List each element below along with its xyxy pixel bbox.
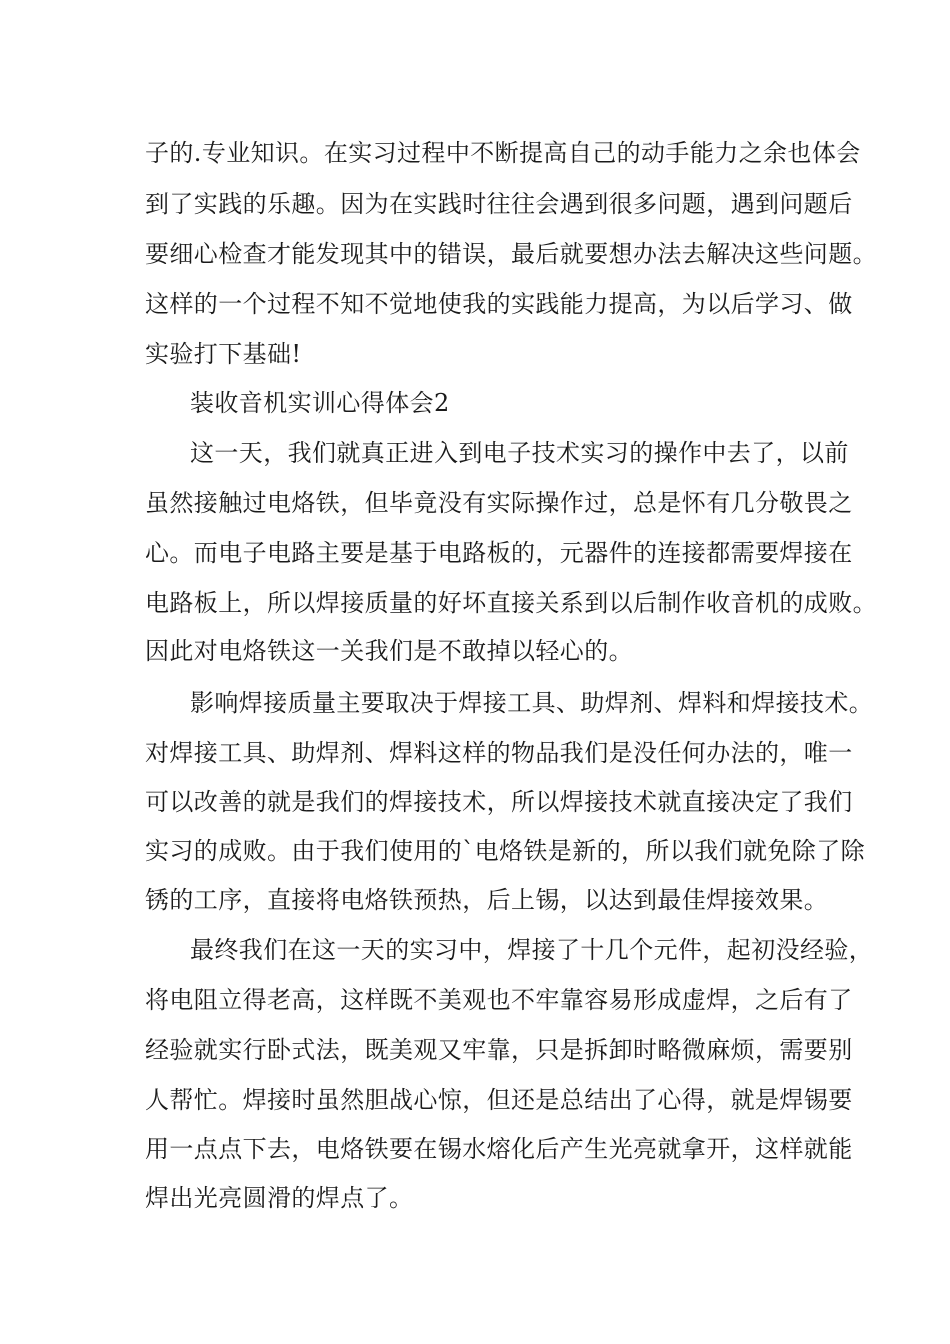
paragraph-1-line-5: 实验打下基础!	[145, 340, 302, 368]
paragraph-3-line-5: 锈的工序，直接将电烙铁预热，后上锡，以达到最佳焊接效果。	[145, 886, 829, 914]
paragraph-4-line-4: 人帮忙。焊接时虽然胆战心惊，但还是总结出了心得，就是焊锡要	[145, 1086, 853, 1114]
section-heading: 装收音机实训心得体会2	[190, 389, 450, 417]
paragraph-4-line-3: 经验就实行卧式法，既美观又牢靠，只是拆卸时略微麻烦，需要别	[145, 1036, 853, 1064]
paragraph-4-line-5: 用一点点下去，电烙铁要在锡水熔化后产生光亮就拿开，这样就能	[145, 1135, 853, 1163]
paragraph-2-line-3: 心。而电子电路主要是基于电路板的，元器件的连接都需要焊接在	[145, 539, 853, 567]
paragraph-2-line-5: 因此对电烙铁这一关我们是不敢掉以轻心的。	[145, 637, 633, 665]
paragraph-4-line-6: 焊出光亮圆滑的焊点了。	[145, 1184, 414, 1212]
paragraph-3-line-2: 对焊接工具、助焊剂、焊料这样的物品我们是没任何办法的，唯一	[145, 739, 853, 767]
paragraph-4-line-2: 将电阻立得老高，这样既不美观也不牢靠容易形成虚焊，之后有了	[145, 986, 853, 1014]
paragraph-3-line-3: 可以改善的就是我们的焊接技术，所以焊接技术就直接决定了我们	[145, 788, 853, 816]
paragraph-4-line-1: 最终我们在这一天的实习中，焊接了十几个元件，起初没经验，	[190, 936, 874, 964]
paragraph-3-line-1: 影响焊接质量主要取决于焊接工具、助焊剂、焊料和焊接技术。	[190, 689, 874, 717]
paragraph-2-line-1: 这一天，我们就真正进入到电子技术实习的操作中去了，以前	[190, 439, 849, 467]
paragraph-2-line-2: 虽然接触过电烙铁，但毕竟没有实际操作过，总是怀有几分敬畏之	[145, 489, 853, 517]
paragraph-1-line-3: 要细心检查才能发现其中的错误，最后就要想办法去解决这些问题。	[145, 240, 877, 268]
paragraph-1-line-1: 子的.专业知识。在实习过程中不断提高自己的动手能力之余也体会	[145, 139, 861, 167]
paragraph-2-line-4: 电路板上，所以焊接质量的好坏直接关系到以后制作收音机的成败。	[145, 589, 877, 617]
paragraph-3-line-4: 实习的成败。由于我们使用的`电烙铁是新的，所以我们就免除了除	[145, 837, 865, 865]
paragraph-1-line-4: 这样的一个过程不知不觉地使我的实践能力提高，为以后学习、做	[145, 290, 853, 318]
paragraph-1-line-2: 到了实践的乐趣。因为在实践时往往会遇到很多问题，遇到问题后	[145, 190, 853, 218]
